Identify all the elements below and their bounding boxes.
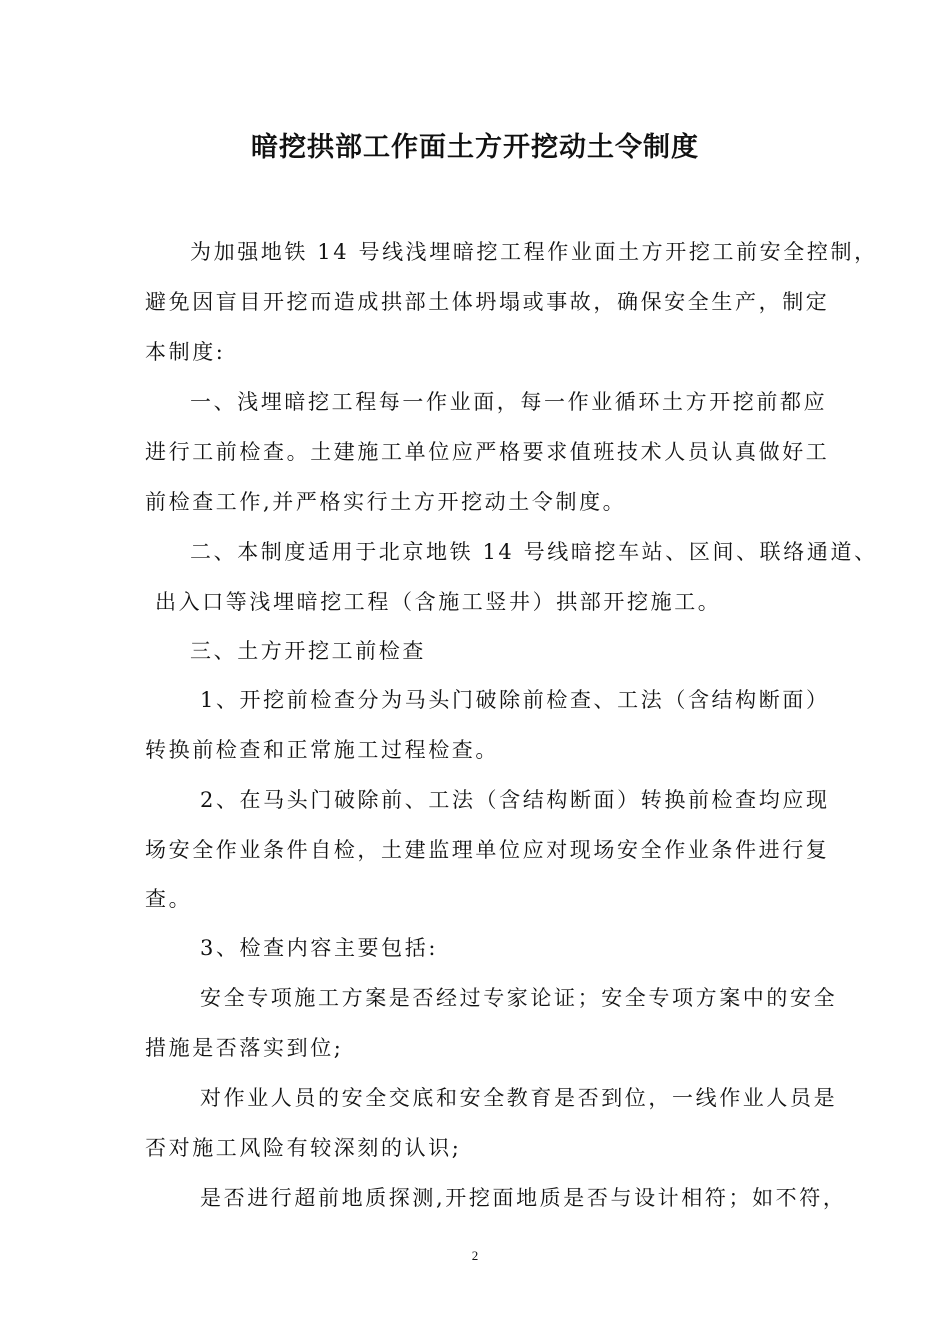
paragraph-line: 避免因盲目开挖而造成拱部土体坍塌或事故，确保安全生产，制定	[145, 290, 830, 314]
paragraph-line: 出入口等浅埋暗挖工程（含施工竖井）拱部开挖施工。	[155, 590, 722, 614]
paragraph-line: 安全专项施工方案是否经过专家论证；安全专项方案中的安全	[200, 986, 838, 1010]
paragraph-line: 本制度:	[145, 340, 226, 364]
paragraph-line: 2、在马头门破除前、工法（含结构断面）转换前检查均应现	[200, 788, 830, 812]
paragraph-line: 为加强地铁 14 号线浅埋暗挖工程作业面土方开挖工前安全控制，	[190, 240, 878, 264]
paragraph-line: 场安全作业条件自检，土建监理单位应对现场安全作业条件进行复	[145, 838, 830, 862]
section-heading: 三、土方开挖工前检查	[190, 639, 426, 663]
document-title: 暗挖拱部工作面土方开挖动土令制度	[251, 132, 699, 163]
paragraph-line: 转换前检查和正常施工过程检查。	[145, 738, 499, 762]
paragraph-line: 查。	[145, 887, 193, 911]
paragraph-line: 进行工前检查。土建施工单位应严格要求值班技术人员认真做好工	[145, 440, 830, 464]
paragraph-line: 前检查工作,并严格实行土方开挖动土令制度。	[145, 490, 627, 514]
paragraph-line: 否对施工风险有较深刻的认识;	[145, 1136, 462, 1160]
paragraph-line: 对作业人员的安全交底和安全教育是否到位，一线作业人员是	[200, 1086, 838, 1110]
paragraph-line: 是否进行超前地质探测,开挖面地质是否与设计相符；如不符，	[200, 1186, 847, 1210]
paragraph-line: 二、本制度适用于北京地铁 14 号线暗挖车站、区间、联络通道、	[190, 540, 878, 564]
paragraph-line: 一、浅埋暗挖工程每一作业面，每一作业循环土方开挖前都应	[190, 390, 828, 414]
paragraph-line: 1、开挖前检查分为马头门破除前检查、工法（含结构断面）	[200, 688, 830, 712]
page-number: 2	[471, 1248, 479, 1263]
paragraph-line: 3、检查内容主要包括:	[200, 936, 439, 960]
paragraph-line: 措施是否落实到位;	[145, 1036, 344, 1060]
